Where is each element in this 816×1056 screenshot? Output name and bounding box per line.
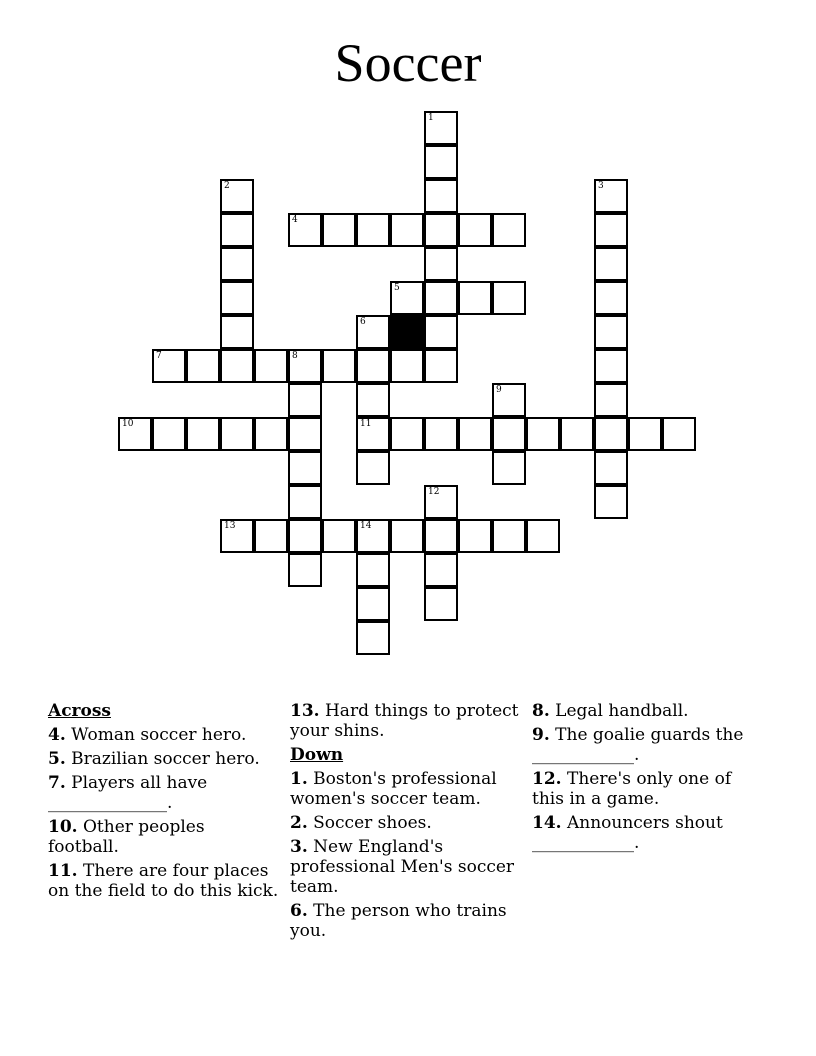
grid-cell[interactable] xyxy=(390,349,424,383)
grid-cell[interactable] xyxy=(220,179,254,213)
grid-cell[interactable] xyxy=(152,349,186,383)
clue-across-4 xyxy=(48,725,280,745)
clue-number: 2. xyxy=(290,813,308,833)
clue-text: Other peoples football. xyxy=(48,817,205,857)
puzzle-title: Soccer xyxy=(334,33,482,93)
clue-across-13 xyxy=(290,701,522,741)
grid-cell[interactable] xyxy=(390,281,424,315)
grid-cell[interactable] xyxy=(356,315,390,349)
grid-cell[interactable] xyxy=(594,417,628,451)
clue-text: Soccer shoes. xyxy=(313,813,432,833)
clue-down-6 xyxy=(290,901,522,941)
grid-cell[interactable] xyxy=(492,213,526,247)
grid-cell[interactable] xyxy=(288,519,322,553)
cell-number: 5 xyxy=(394,283,400,293)
grid-cell[interactable] xyxy=(594,451,628,485)
grid-cell[interactable] xyxy=(152,417,186,451)
clue-text: Woman soccer hero. xyxy=(71,725,247,745)
cell-number: 12 xyxy=(428,487,440,497)
grid-cell[interactable] xyxy=(254,349,288,383)
grid-cell[interactable] xyxy=(390,519,424,553)
clue-number: 1. xyxy=(290,769,308,789)
grid-cell[interactable] xyxy=(458,213,492,247)
grid-cell[interactable] xyxy=(458,519,492,553)
clue-text: There's only one of this in a game. xyxy=(532,769,732,809)
clue-number: 4. xyxy=(48,725,66,745)
grid-cell[interactable] xyxy=(424,417,458,451)
clue-down-2 xyxy=(290,813,522,833)
grid-cell[interactable] xyxy=(220,519,254,553)
grid-cell[interactable] xyxy=(594,213,628,247)
grid-cell[interactable] xyxy=(594,247,628,281)
cell-number: 8 xyxy=(292,351,298,361)
grid-cell[interactable] xyxy=(220,315,254,349)
grid-cell[interactable] xyxy=(356,621,390,655)
grid-cell[interactable] xyxy=(356,519,390,553)
clue-text: The goalie guards the ____________. xyxy=(532,725,744,765)
grid-cell[interactable] xyxy=(220,349,254,383)
grid-cell[interactable] xyxy=(220,247,254,281)
grid-cell[interactable] xyxy=(458,281,492,315)
cell-number: 10 xyxy=(122,419,134,429)
cell-number: 9 xyxy=(496,385,502,395)
grid-cell[interactable] xyxy=(288,451,322,485)
clue-text: Brazilian soccer hero. xyxy=(71,749,260,769)
grid-cell[interactable] xyxy=(288,417,322,451)
grid-cell[interactable] xyxy=(356,553,390,587)
grid-cell[interactable] xyxy=(662,417,696,451)
clue-text: Announcers shout ____________. xyxy=(532,813,723,853)
grid-cell[interactable] xyxy=(220,213,254,247)
grid-cell[interactable] xyxy=(424,213,458,247)
grid-cell[interactable] xyxy=(322,213,356,247)
clue-number: 8. xyxy=(532,701,550,721)
clue-text: Hard things to protect your shins. xyxy=(290,701,519,741)
grid-cell[interactable] xyxy=(322,519,356,553)
grid-cell[interactable] xyxy=(424,519,458,553)
clue-down-8 xyxy=(532,701,764,721)
grid-cell[interactable] xyxy=(390,417,424,451)
grid-cell[interactable] xyxy=(594,281,628,315)
grid-cell[interactable] xyxy=(458,417,492,451)
grid-cell[interactable] xyxy=(526,417,560,451)
grid-cell[interactable] xyxy=(424,281,458,315)
grid-cell[interactable] xyxy=(118,417,152,451)
clue-down-3 xyxy=(290,837,522,897)
grid-cell[interactable] xyxy=(288,553,322,587)
grid-cell[interactable] xyxy=(424,553,458,587)
grid-cell[interactable] xyxy=(424,485,458,519)
cell-number: 1 xyxy=(428,113,434,123)
grid-cell[interactable] xyxy=(186,417,220,451)
grid-cell[interactable] xyxy=(288,213,322,247)
clue-number: 11. xyxy=(48,861,78,881)
cell-number: 7 xyxy=(156,351,162,361)
grid-cell[interactable] xyxy=(356,451,390,485)
clue-number: 13. xyxy=(290,701,320,721)
cell-number: 2 xyxy=(224,181,230,191)
grid-cell[interactable] xyxy=(424,145,458,179)
clues-column-2 xyxy=(290,701,522,945)
grid-cell[interactable] xyxy=(594,349,628,383)
grid-cell[interactable] xyxy=(594,383,628,417)
grid-cell[interactable] xyxy=(288,349,322,383)
grid-cell[interactable] xyxy=(594,485,628,519)
grid-cell[interactable] xyxy=(424,111,458,145)
clue-across-10 xyxy=(48,817,280,857)
grid-cell[interactable] xyxy=(628,417,662,451)
clue-text: The person who trains you. xyxy=(290,901,507,941)
clue-number: 9. xyxy=(532,725,550,745)
grid-cell[interactable] xyxy=(220,417,254,451)
clue-across-7 xyxy=(48,773,280,813)
grid-cell[interactable] xyxy=(356,417,390,451)
grid-cell[interactable] xyxy=(220,281,254,315)
cell-number: 3 xyxy=(598,181,604,191)
clue-text: Legal handball. xyxy=(555,701,689,721)
grid-cell[interactable] xyxy=(492,383,526,417)
clue-across-11 xyxy=(48,861,280,901)
grid-cell[interactable] xyxy=(424,587,458,621)
grid-cell[interactable] xyxy=(492,451,526,485)
grid-cell[interactable] xyxy=(560,417,594,451)
black-square xyxy=(390,315,424,349)
grid-cell[interactable] xyxy=(492,417,526,451)
cell-number: 6 xyxy=(360,317,366,327)
grid-cell[interactable] xyxy=(594,179,628,213)
clue-number: 6. xyxy=(290,901,308,921)
clue-number: 14. xyxy=(532,813,562,833)
grid-cell[interactable] xyxy=(492,281,526,315)
clues-column-3 xyxy=(532,701,764,857)
grid-cell[interactable] xyxy=(492,519,526,553)
grid-cell[interactable] xyxy=(356,587,390,621)
clue-down-14 xyxy=(532,813,764,853)
grid-cell[interactable] xyxy=(356,383,390,417)
grid-cell[interactable] xyxy=(356,213,390,247)
grid-cell[interactable] xyxy=(254,417,288,451)
cell-number: 13 xyxy=(224,521,236,531)
clue-across-5 xyxy=(48,749,280,769)
grid-cell[interactable] xyxy=(356,349,390,383)
clue-down-9 xyxy=(532,725,764,765)
grid-cell[interactable] xyxy=(186,349,220,383)
cell-number: 11 xyxy=(360,419,372,429)
cell-number: 4 xyxy=(292,215,298,225)
grid-cell[interactable] xyxy=(390,213,424,247)
grid-cell[interactable] xyxy=(322,349,356,383)
clue-number: 5. xyxy=(48,749,66,769)
clue-down-12 xyxy=(532,769,764,809)
clue-number: 12. xyxy=(532,769,562,789)
clue-down-1 xyxy=(290,769,522,809)
down-heading: Down xyxy=(290,745,344,765)
grid-cell[interactable] xyxy=(594,315,628,349)
grid-cell[interactable] xyxy=(424,247,458,281)
clue-text: Boston's professional women's soccer team. xyxy=(290,769,497,809)
grid-cell[interactable] xyxy=(526,519,560,553)
across-heading: Across xyxy=(48,701,111,721)
clue-number: 10. xyxy=(48,817,78,837)
cell-number: 14 xyxy=(360,521,372,531)
clue-text: There are four places on the field to do this kick. xyxy=(48,861,279,901)
grid-cell[interactable] xyxy=(288,485,322,519)
clues-column-1 xyxy=(48,701,280,905)
grid-cell[interactable] xyxy=(424,315,458,349)
clue-number: 7. xyxy=(48,773,66,793)
grid-cell[interactable] xyxy=(288,383,322,417)
grid-cell[interactable] xyxy=(424,179,458,213)
grid-cell[interactable] xyxy=(254,519,288,553)
clue-text: New England's professional Men's soccer team. xyxy=(290,837,515,897)
clue-text: Players all have ______________. xyxy=(48,773,208,813)
grid-cell[interactable] xyxy=(424,349,458,383)
clue-number: 3. xyxy=(290,837,308,857)
